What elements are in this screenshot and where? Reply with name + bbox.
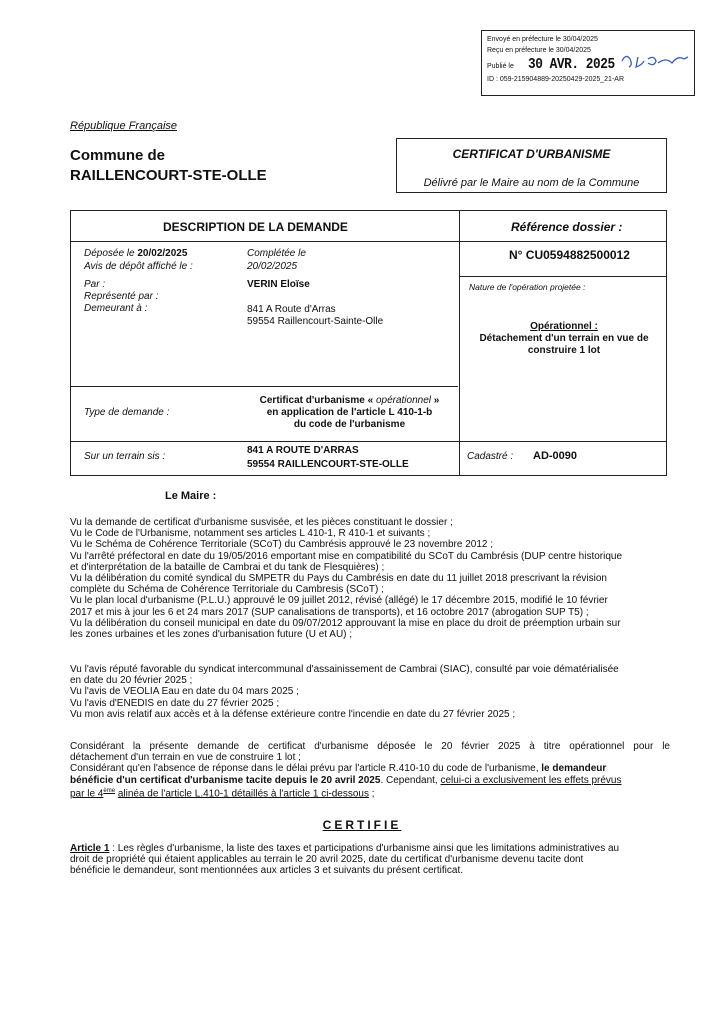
vu-block	[70, 517, 670, 640]
stamp-recu: Reçu en préfecture le 30/04/2025	[487, 47, 591, 54]
description-table	[70, 210, 667, 476]
vu-line: Vu l'arrêté préfectoral en date du 19/05/2016 emportant mise en compatibilité du SCoT du Cambrésis (DUP centre historique	[70, 550, 623, 562]
deposee-date: 20/02/2025	[137, 248, 188, 259]
vu-line: Vu le Code de l'Urbanisme, notamment ses articles L 410-1, R 410-1 et suivants ;	[70, 528, 431, 540]
adresse-line1: 841 A Route d'Arras	[247, 304, 336, 315]
commune-line1: Commune de	[70, 147, 166, 164]
stamp-publie-label: Publié le	[487, 63, 514, 70]
reference-number: N° CU0594882500012	[509, 248, 630, 262]
cadastre-label: Cadastré :	[467, 451, 514, 462]
vu-line: complète du Schéma de Cohérence Territoriale du Cambresis (SCoT) ;	[70, 584, 384, 596]
type-demande-label: Type de demande :	[84, 407, 170, 418]
le-maire-heading: Le Maire :	[165, 490, 217, 502]
vu-line: Vu la demande de certificat d'urbanisme susvisée, et les pièces constituant le dossier ;	[70, 517, 453, 528]
vu-line: Vu l'avis de VEOLIA Eau en date du 04 mars 2025 ;	[70, 686, 299, 698]
description-header: DESCRIPTION DE LA DEMANDE	[163, 220, 348, 234]
considerant-line: Considérant qu'en l'absence de réponse dans le délai prévu par l'article R.410-10 du code de l'urbanisme, le demandeur	[70, 763, 607, 775]
avis-depot-label: Avis de dépôt affiché le :	[84, 261, 193, 272]
vu-line: Vu la délibération du comité syndical du SMPETR du Pays du Cambrésis en date du 11 juillet 2018 prescrivant la révision	[70, 573, 607, 585]
considerant-line: par le 4ème alinéa de l'article L.410-1 détaillés à l'article 1 ci-dessous ;	[70, 787, 375, 800]
vu-line: 2017 et mis à jour les 6 et 24 mars 2017 (SUP canalisations de transports), et 16 octobre 2017 (abrogation SUP T5) ;	[70, 606, 589, 618]
type-line1b: opérationnel	[375, 395, 431, 406]
demandeur-name: VERIN Eloïse	[247, 279, 310, 290]
type-line1a: Certificat d'urbanisme «	[259, 395, 374, 406]
deposee-field	[84, 248, 187, 260]
stamp-id: ID : 059-215904889-20250429-2025_21-AR	[487, 76, 624, 83]
vu-line: Vu l'avis réputé favorable du syndicat intercommunal d'assainissement de Cambrai (SIAC), consulté par voie dématérialisée	[70, 664, 619, 675]
considerant-line: bénéficie d'un certificat d'urbanisme tacite depuis le 20 avril 2025. Cependant, celui-ci a exclusivement les effets prévus	[70, 774, 622, 786]
vu-line: Vu le Schéma de Cohérence Territoriale (SCoT) du Cambrésis approuvé le 23 novembre 2012 ;	[70, 539, 493, 551]
vu-line: Vu mon avis relatif aux accès et à la défense extérieure contre l'incendie en date du 27 février 2025 ;	[70, 708, 516, 720]
terrain-line1: 841 A ROUTE D'ARRAS	[247, 445, 359, 456]
reference-header: Référence dossier :	[511, 220, 623, 234]
considerant-line: détachement d'un terrain en vue de construire 1 lot ;	[70, 752, 301, 764]
commune-name	[70, 146, 267, 186]
terrain-label: Sur un terrain sis :	[84, 451, 166, 462]
stamp-publie-date: 30 AVR. 2025	[527, 56, 615, 73]
adresse-line2: 59554 Raillencourt-Sainte-Olle	[247, 316, 384, 327]
vu-line: et d'interprétation de la bataille de Cambrai et du tank de Flesquières) ;	[70, 561, 385, 573]
vu-line: les zones urbaines et les zones d'urbanisation future (U et AU) ;	[70, 629, 353, 641]
terrain-line2: 59554 RAILLENCOURT-STE-OLLE	[247, 459, 409, 470]
certificat-subtitle: Délivré par le Maire au nom de la Commune	[423, 177, 640, 189]
article-1-label: Article 1	[70, 843, 110, 854]
type-line3: du code de l'urbanisme	[293, 419, 406, 430]
completee-label: Complétée le	[247, 248, 306, 259]
par-label: Par :	[84, 279, 106, 290]
considerant-line: Considérant la présente demande de certificat d'urbanisme déposée le 20 février 2025 à titre opérationnel pour le	[70, 741, 670, 752]
article-1-line: bénéficie le demandeur, sont mentionnées aux articles 3 et suivants du présent certificat.	[70, 865, 464, 877]
vu-line: Vu le plan local d'urbanisme (P.L.U.) approuvé le 09 juillet 2012, révisé (allégé) le 17 décembre 2015, modifié le 10 février	[70, 595, 608, 607]
nature-label: Nature de l'opération projetée :	[469, 282, 586, 292]
vu-line: Vu la délibération du conseil municipal en date du 09/07/2012 approuvant la mise en place du droit de préemption urbain sur	[70, 617, 621, 629]
commune-line2: RAILLENCOURT-STE-OLLE	[70, 167, 267, 184]
cadastre-value: AD-0090	[533, 450, 578, 462]
article-1-line: droit de propriété qui étaient applicables au terrain le 20 avril 2025, date du certificat d'urbanisme devenu tacite dont	[70, 854, 584, 866]
type-line1c: »	[433, 395, 440, 406]
certificat-title-box	[396, 138, 667, 193]
demeurant-label: Demeurant à :	[84, 303, 148, 314]
vu-line: en date du 20 février 2025 ;	[70, 675, 193, 687]
type-demande-value	[247, 395, 452, 431]
certifie-heading: CERTIFIE	[322, 818, 402, 832]
article-1	[70, 843, 670, 877]
deposee-label: Déposée le	[84, 248, 135, 259]
nature-type: Opérationnel :	[530, 321, 598, 332]
vu-avis-block	[70, 664, 670, 720]
republique-francaise: République Française	[70, 120, 178, 132]
vu-line: Vu l'avis d'ENEDIS en date du 27 février 2025 ;	[70, 697, 280, 709]
article-1-line: Article 1 : Les règles d'urbanisme, la liste des taxes et participations d'urbanisme ainsi que les limitations administratives au	[70, 843, 620, 854]
completee-date: 20/02/2025	[247, 261, 298, 272]
stamp-envoye: Envoyé en préfecture le 30/04/2025	[487, 36, 598, 43]
certificat-title: CERTIFICAT D'URBANISME	[452, 147, 611, 161]
type-line2: en application de l'article L 410-1-b	[266, 407, 433, 418]
represente-label: Représenté par :	[84, 291, 159, 302]
nature-description: Détachement d'un terrain en vue de construire 1 lot	[479, 333, 649, 356]
considerant-block	[70, 741, 670, 799]
stamp-signature	[620, 51, 690, 71]
prefecture-stamp	[481, 30, 695, 96]
